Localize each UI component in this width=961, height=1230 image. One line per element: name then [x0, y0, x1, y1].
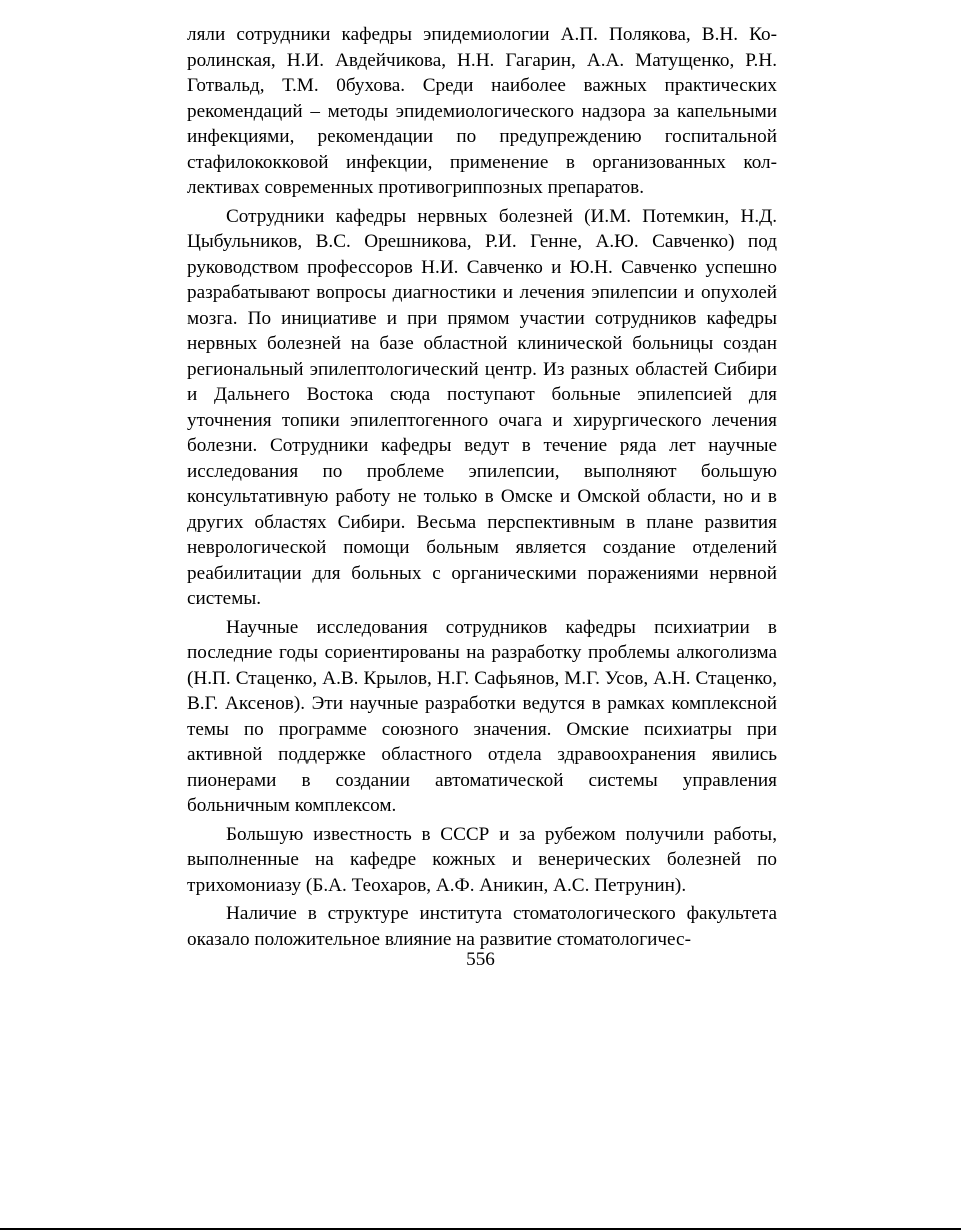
- page-body: [187, 22, 777, 955]
- paragraph-stomatology: Наличие в структуре института стоматологического факультета оказало положительное влияние на развитие стоматологичес-: [187, 903, 777, 950]
- paragraph-dermatology: Большую известность в СССР и за рубежом получили работы, выполненные на кафедре кожных и венерических болезней по трихомониазу (Б.А. Теохаров, А.Ф. Аникин, А.С. Петрунин).: [187, 823, 777, 896]
- page-number: 556: [466, 949, 495, 970]
- paragraph-psychiatry: Научные исследования сотрудников кафедры психиатрии в последние годы сориентированы на разработку проблемы алкоголизма (Н.П. Стаценко, А.В. Крылов, Н.Г. Сафьянов, М.Г. Усов, А.Н. Стаценко, В.Г. Аксенов). Эти научные разработки ведутся в рамках комплексной темы по программе союзного значения. Омские психиатры при активной поддержке областного отдела здравоохранения явились пионерами в создании автоматической системы управления больничным комплексом.: [187, 616, 777, 816]
- paragraph-nervous-diseases: Сотрудники кафедры нервных болезней (И.М. Потемкин, Н.Д. Цыбульников, В.С. Орешникова, Р.И. Генне, А.Ю. Савченко) под руководством профессоров Н.И. Савченко и Ю.Н. Савченко успешно разрабатывают вопросы диагностики и лечения эпилепсии и опухолей мозга. По инициативе и при прямом участии сотрудников кафедры нервных болезней на базе областной клинической больницы создан региональный эпилептологический центр. Из разных областей Сибири и Дальнего Востока сюда поступают больные эпилепсией для уточнения топики эпилептогенного очага и хирургического лечения болезни. Сотрудники кафедры ведут в течение ряда лет научные исследования по проблеме эпилепсии, выполняют большую консультативную работу не только в Омске и Омской области, но и в других областях Сибири. Весьма перспективным в плане развития неврологической помощи больным является создание отделений реабилитации для больных с органическими поражениями нервной системы.: [187, 205, 777, 609]
- paragraph-epidemiology: ляли сотрудники кафедры эпидемиологии А.П. Полякова, В.Н. Королинская, Н.И. Авдейчикова, Н.Н. Гагарин, А.А. Матущенко, Р.Н. Готвальд, Т.М. 0бухова. Среди наиболее важных практических рекомендаций – методы эпидемиологического надзора за капельными инфекциями, рекомендации по предупреждению госпитальной стафилококковой инфекции, применение в организованных коллективах современных противогриппозных препаратов.: [187, 24, 777, 198]
